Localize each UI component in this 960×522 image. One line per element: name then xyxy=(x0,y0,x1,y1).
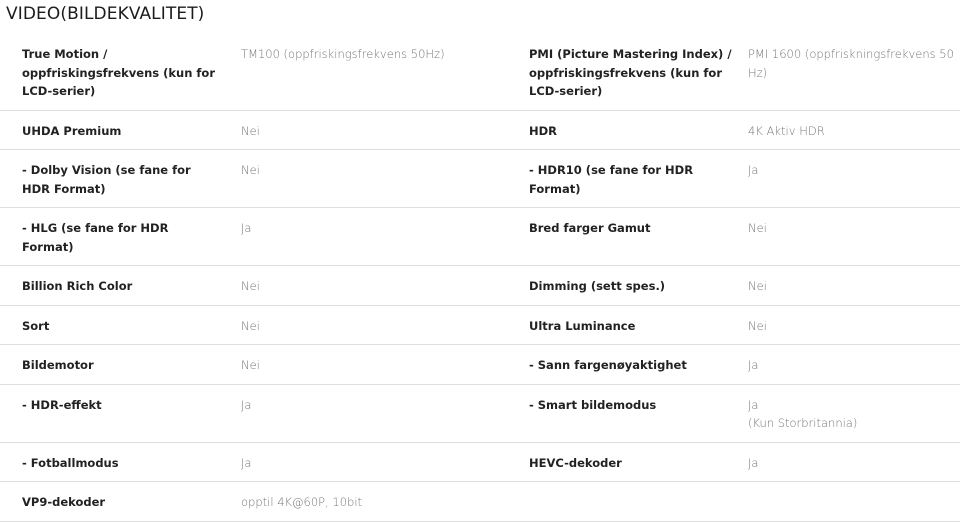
spec-label: PMI (Picture Mastering Index) / oppfriskingsfrekvens (kun for LCD-serier) xyxy=(529,47,732,98)
spec-value xyxy=(241,482,529,521)
spec-row xyxy=(0,443,960,483)
spec-value xyxy=(241,443,529,482)
spec-value-line: PMI 1600 (oppfriskningsfrekvens 50 Hz) xyxy=(748,47,954,80)
spec-value xyxy=(241,208,529,265)
spec-label: HDR xyxy=(529,123,558,138)
spec-value xyxy=(748,385,960,442)
spec-value xyxy=(748,443,960,482)
spec-table xyxy=(0,34,960,522)
spec-value xyxy=(748,266,960,305)
spec-value xyxy=(241,345,529,384)
spec-label: - Dolby Vision (se fane for HDR Format) xyxy=(22,163,191,196)
spec-row xyxy=(0,150,960,208)
spec-value xyxy=(748,150,960,207)
spec-value xyxy=(241,306,529,345)
spec-label: Billion Rich Color xyxy=(22,279,133,293)
spec-value-line: Ja xyxy=(241,455,252,470)
spec-value xyxy=(241,385,529,442)
spec-value-line: Ja xyxy=(241,221,252,235)
spec-value xyxy=(241,266,529,305)
spec-label: Sort xyxy=(22,318,50,333)
spec-label: VP9-dekoder xyxy=(22,495,106,509)
spec-value-line: Nei xyxy=(748,221,767,235)
spec-value-line: 4K Aktiv HDR xyxy=(748,123,825,138)
spec-label: - Smart bildemodus xyxy=(529,397,657,412)
spec-value-line: opptil 4K@60P, 10bit xyxy=(241,495,363,509)
spec-value xyxy=(748,306,960,345)
spec-value xyxy=(748,345,960,384)
section-title: VIDEO(BILDEKVALITET) xyxy=(6,4,205,24)
spec-label: UHDA Premium xyxy=(22,123,122,138)
spec-value-line: Ja xyxy=(241,397,252,412)
spec-label: - HDR10 (se fane for HDR Format) xyxy=(529,163,694,196)
spec-value-line: Nei xyxy=(241,358,260,372)
spec-row xyxy=(0,482,960,522)
spec-value-line: Ja xyxy=(748,455,759,470)
spec-label: Bred farger Gamut xyxy=(529,221,651,235)
spec-value xyxy=(748,208,960,265)
spec-row xyxy=(0,385,960,443)
spec-row xyxy=(0,111,960,151)
spec-label: - Fotballmodus xyxy=(22,455,119,470)
spec-value-line: Nei xyxy=(241,123,260,138)
spec-label: HEVC-dekoder xyxy=(529,455,622,470)
spec-label: - HDR-effekt xyxy=(22,397,102,412)
spec-value-line: Nei xyxy=(241,163,260,177)
spec-value xyxy=(241,34,529,110)
spec-row xyxy=(0,208,960,266)
spec-row xyxy=(0,266,960,306)
spec-value-line: Nei xyxy=(748,279,767,293)
spec-value-line: Ja xyxy=(748,163,759,177)
spec-label: Ultra Luminance xyxy=(529,318,636,333)
spec-value xyxy=(748,34,960,110)
spec-label: - Sann fargenøyaktighet xyxy=(529,358,687,372)
spec-label: True Motion / oppfriskingsfrekvens (kun for LCD-serier) xyxy=(22,47,215,98)
spec-row xyxy=(0,345,960,385)
spec-value-line: (Kun Storbritannia) xyxy=(748,416,858,430)
spec-label: Bildemotor xyxy=(22,358,94,372)
spec-value xyxy=(241,150,529,207)
spec-row xyxy=(0,34,960,111)
spec-value-line: Nei xyxy=(241,318,260,333)
spec-value-line: Nei xyxy=(241,279,260,293)
spec-label xyxy=(529,482,748,521)
spec-value-line: Ja xyxy=(748,358,759,372)
spec-value xyxy=(748,482,960,521)
spec-value-line: Ja xyxy=(748,397,759,412)
spec-value xyxy=(241,111,529,150)
spec-label: Dimming (sett spes.) xyxy=(529,279,666,293)
spec-row xyxy=(0,306,960,346)
spec-label: - HLG (se fane for HDR Format) xyxy=(22,221,169,254)
spec-value-line: TM100 (oppfriskingsfrekvens 50Hz) xyxy=(241,47,445,61)
spec-value xyxy=(748,111,960,150)
spec-value-line: Nei xyxy=(748,318,767,333)
